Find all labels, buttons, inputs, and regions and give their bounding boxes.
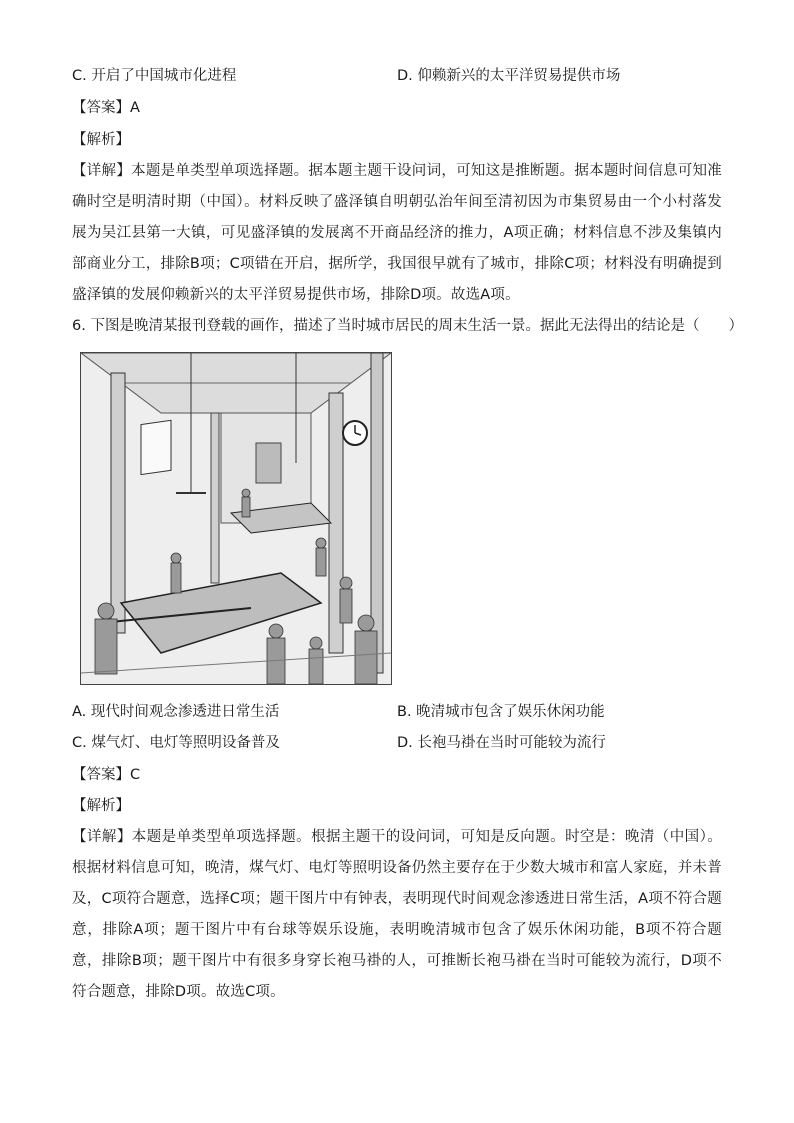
prev-option-c: C. 开启了中国城市化进程 (72, 68, 237, 84)
prev-answer: 【答案】A (72, 100, 140, 116)
q6-option-a: A. 现代时间观念渗透进日常生活 (72, 704, 280, 720)
prev-analysis-label: 【解析】 (72, 132, 130, 148)
q6-option-c: C. 煤气灯、电灯等照明设备普及 (72, 735, 280, 751)
billiard-hall-illustration-icon (80, 352, 392, 685)
prev-detail: 【详解】本题是单类型单项选择题。据本题主题干设问词，可知这是推断题。据本题时间信息可知准确时空是明清时期（中国）。材料反映了盛泽镇自明朝弘治年间至清初因为市集贸易由一个小村落发展为吴江县第一大镇，可见盛泽镇的发展离不开商品经济的推力，A项正确；材料信息不涉及集镇内部商业分工，排除B项；C项错在开启，据所学，我国很早就有了城市，排除C项；材料没有明确提到盛泽镇的发展仰赖新兴的太平洋贸易提供市场，排除D项。故选A项。 (72, 163, 722, 303)
q6-option-b: B. 晚清城市包含了娱乐休闲功能 (397, 704, 605, 720)
q6-stem: 6. 下图是晚清某报刊登载的画作，描述了当时城市居民的周末生活一景。据此无法得出的结论是（ ） (72, 318, 743, 334)
q6-detail: 【详解】本题是单类型单项选择题。根据主题干的设问词，可知是反向题。时空是：晚清（中国）。根据材料信息可知，晚清，煤气灯、电灯等照明设备仍然主要存在于少数大城市和富人家庭，并未普及，C项符合题意，选择C项；题干图片中有钟表，表明现代时间观念渗透进日常生活，A项不符合题意，排除A项；题干图片中有台球等娱乐设施，表明晚清城市包含了娱乐休闲功能，B项不符合题意，排除B项；题干图片中有很多身穿长袍马褂的人，可推断长袍马褂在当时可能较为流行，D项不符合题意，排除D项。故选C项。 (72, 829, 722, 1000)
q6-option-d: D. 长袍马褂在当时可能较为流行 (397, 735, 606, 751)
q6-analysis-label: 【解析】 (72, 798, 130, 814)
q6-answer: 【答案】C (72, 767, 141, 783)
prev-option-d: D. 仰赖新兴的太平洋贸易提供市场 (397, 68, 621, 84)
